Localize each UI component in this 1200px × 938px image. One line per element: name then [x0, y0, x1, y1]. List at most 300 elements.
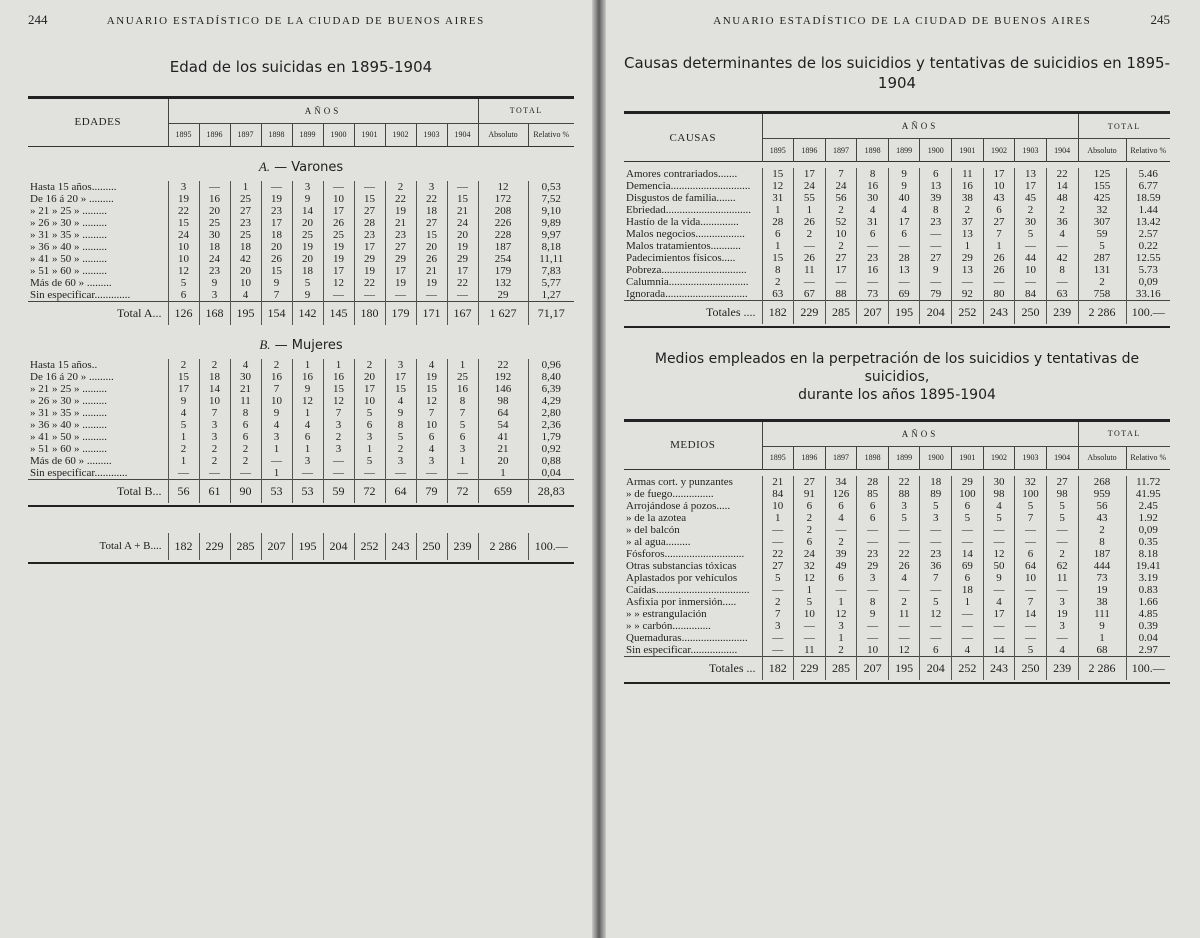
cell-value: 0.04	[1126, 632, 1170, 644]
grand-total-value: 204	[323, 533, 354, 560]
row-label: » de fuego...............	[626, 487, 714, 500]
cell-value: 25	[447, 371, 478, 383]
cell-value: 16	[261, 371, 292, 383]
cell-value: 23	[261, 205, 292, 217]
cell-value: 1	[794, 204, 826, 216]
cell-value: 10	[168, 241, 199, 253]
year-header: 1897	[825, 139, 857, 162]
cell-value: 23	[385, 229, 416, 241]
cell-value: 3	[385, 359, 416, 371]
cell-value: 4	[416, 359, 447, 371]
cell-value: 182	[762, 301, 794, 325]
cell-value: 4	[983, 500, 1015, 512]
absoluto-header: Absoluto	[1078, 446, 1126, 469]
cell-value: 5	[1015, 228, 1047, 240]
cell-value: 49	[825, 560, 857, 572]
cell-value: 22	[478, 359, 528, 371]
cell-value: 17	[354, 241, 385, 253]
causas-total-header: TOTAL	[1078, 114, 1170, 139]
cell-value: 22	[416, 193, 447, 205]
cell-value: 39	[920, 192, 952, 204]
cell-value: 168	[199, 301, 230, 325]
cell-value: 4	[416, 443, 447, 455]
cell-value: 21	[762, 476, 794, 488]
cell-value: 6	[168, 289, 199, 302]
page-number: 244	[28, 12, 48, 27]
grand-total-value: 182	[168, 533, 199, 560]
cell-value: 6	[920, 644, 952, 657]
cell-value: 0,53	[528, 181, 574, 193]
cell-value: 22	[447, 277, 478, 289]
cell-value: 659	[478, 479, 528, 503]
cell-value: 1	[230, 181, 261, 193]
cell-value: 4	[825, 512, 857, 524]
cell-value: 11	[952, 168, 984, 180]
cell-value: 29	[447, 253, 478, 265]
year-header: 1899	[292, 123, 323, 146]
cell-value: 10	[825, 228, 857, 240]
running-head-right	[624, 12, 1170, 28]
cell-value: 207	[857, 301, 889, 325]
cell-value: 2	[199, 455, 230, 467]
cell-value: 41.95	[1126, 488, 1170, 500]
row-label: De 16 á 20 » .........	[30, 192, 114, 205]
cell-value: 13	[1015, 168, 1047, 180]
cell-value: 16	[323, 371, 354, 383]
cell-value: 8	[920, 204, 952, 216]
cell-value: 2,36	[528, 419, 574, 431]
cell-value: 5.73	[1126, 264, 1170, 276]
cell-value: 31	[762, 192, 794, 204]
cell-value: 2	[825, 536, 857, 548]
cell-value: 18	[952, 584, 984, 596]
year-header: 1898	[857, 139, 889, 162]
cell-value: 12	[920, 608, 952, 620]
cell-value: 61	[199, 479, 230, 503]
cell-value: 111	[1078, 608, 1126, 620]
causas-anos-header: AÑOS	[762, 114, 1078, 139]
table-row	[624, 488, 1170, 500]
cell-value: 3	[323, 443, 354, 455]
cell-value: 54	[478, 419, 528, 431]
cell-value: 24	[794, 180, 826, 192]
cell-value: 29	[478, 289, 528, 302]
cell-value: 2	[261, 359, 292, 371]
grand-total-value: 100.—	[528, 533, 574, 560]
cell-value: —	[857, 536, 889, 548]
section-word: — Mujeres	[274, 337, 343, 353]
cell-value: 17	[983, 608, 1015, 620]
cell-value: 5	[168, 277, 199, 289]
cell-value: 21	[230, 383, 261, 395]
cell-value: 29	[354, 253, 385, 265]
cell-value: 187	[478, 241, 528, 253]
cell-value: —	[825, 276, 857, 288]
cell-value: 243	[983, 656, 1015, 680]
table-title-means	[624, 350, 1170, 405]
cell-value: 195	[230, 301, 261, 325]
cell-value: 25	[199, 217, 230, 229]
cell-value: 155	[1078, 180, 1126, 192]
cell-value: —	[983, 276, 1015, 288]
cell-value: 56	[168, 479, 199, 503]
cell-value: 4	[952, 644, 984, 657]
year-header: 1900	[920, 446, 952, 469]
cell-value: 9	[292, 289, 323, 302]
cell-value: 2	[1078, 524, 1126, 536]
relativo-header: Relativo %	[1126, 139, 1170, 162]
cell-value: 27	[230, 205, 261, 217]
cell-value: 8.18	[1126, 548, 1170, 560]
row-label: Asfixia por inmersión.....	[626, 595, 737, 608]
cell-value: 36	[920, 560, 952, 572]
table-row	[28, 289, 574, 302]
table-row	[28, 253, 574, 265]
cell-value: 7	[1015, 512, 1047, 524]
cell-value: 18	[230, 241, 261, 253]
row-label: Total A...	[28, 301, 168, 325]
cell-value: 226	[478, 217, 528, 229]
cell-value: 4	[888, 572, 920, 584]
cell-value: 73	[857, 288, 889, 301]
relativo-header: Relativo %	[528, 123, 574, 146]
cell-value: 72	[447, 479, 478, 503]
row-label: Caídas..................................	[626, 583, 750, 596]
table-row	[624, 264, 1170, 276]
table-row	[28, 443, 574, 455]
cell-value: 11	[794, 264, 826, 276]
cell-value: 100	[1015, 488, 1047, 500]
cell-value: 3	[920, 512, 952, 524]
cell-value: 11	[794, 644, 826, 657]
cell-value: 145	[323, 301, 354, 325]
table-row	[28, 371, 574, 383]
left-page	[0, 0, 592, 938]
cell-value: 26	[983, 264, 1015, 276]
grand-total-value: 252	[354, 533, 385, 560]
cell-value: —	[952, 632, 984, 644]
cell-value: 22	[168, 205, 199, 217]
cell-value: 7,83	[528, 265, 574, 277]
cell-value: 19.41	[1126, 560, 1170, 572]
ages-table-body	[28, 146, 574, 503]
cell-value: —	[952, 620, 984, 632]
cell-value: 19	[385, 205, 416, 217]
cell-value: 6.77	[1126, 180, 1170, 192]
medios-anos-header: AÑOS	[762, 422, 1078, 447]
cell-value: 17	[888, 216, 920, 228]
cell-value: 17	[825, 264, 857, 276]
row-label: Quemaduras........................	[626, 631, 748, 644]
cell-value: 3	[168, 181, 199, 193]
cell-value: 22	[762, 548, 794, 560]
cell-value: 15	[416, 383, 447, 395]
cell-value: 11	[1046, 572, 1078, 584]
cell-value: 14	[952, 548, 984, 560]
cell-value: 30	[1015, 216, 1047, 228]
cell-value: 19	[447, 241, 478, 253]
cell-value: 204	[920, 301, 952, 325]
table-row	[28, 181, 574, 193]
cell-value: 13.42	[1126, 216, 1170, 228]
year-header: 1897	[825, 446, 857, 469]
cell-value: —	[762, 584, 794, 596]
cell-value: 0.35	[1126, 536, 1170, 548]
cell-value: 9,97	[528, 229, 574, 241]
cell-value: 425	[1078, 192, 1126, 204]
table-row	[28, 395, 574, 407]
cell-value: 14	[983, 644, 1015, 657]
cell-value: 27	[825, 252, 857, 264]
cell-value: —	[920, 632, 952, 644]
running-title: ANUARIO ESTADÍSTICO DE LA CIUDAD DE BUENOS AIRES	[106, 15, 485, 27]
cell-value: 16	[447, 383, 478, 395]
cell-value: 32	[794, 560, 826, 572]
cell-value: 19	[416, 371, 447, 383]
cell-value: 17	[447, 265, 478, 277]
cell-value: 3	[199, 431, 230, 443]
cell-value: 12	[323, 277, 354, 289]
row-label: De 16 á 20 » .........	[30, 370, 114, 383]
cell-value: 8	[857, 596, 889, 608]
row-label: Hasta 15 años.........	[30, 180, 117, 193]
cell-value: 9	[888, 168, 920, 180]
cell-value: 2	[385, 443, 416, 455]
grand-total-value: 239	[447, 533, 478, 560]
cell-value: 12.55	[1126, 252, 1170, 264]
cell-value: 17	[168, 383, 199, 395]
cell-value: 73	[1078, 572, 1126, 584]
cell-value: 5	[168, 419, 199, 431]
cell-value: 27	[762, 560, 794, 572]
cell-value: 9	[292, 383, 323, 395]
cell-value: —	[416, 289, 447, 302]
cell-value: 45	[1015, 192, 1047, 204]
cell-value: 17	[385, 265, 416, 277]
cell-value: 250	[1015, 656, 1047, 680]
cell-value: 229	[794, 656, 826, 680]
table-row	[624, 276, 1170, 288]
cell-value: 11.72	[1126, 476, 1170, 488]
cell-value: 229	[794, 301, 826, 325]
anos-header: AÑOS	[168, 99, 478, 124]
cell-value: 4,29	[528, 395, 574, 407]
cell-value: 10	[1015, 264, 1047, 276]
cell-value: 64	[478, 407, 528, 419]
year-header: 1902	[983, 446, 1015, 469]
year-header: 1896	[794, 139, 826, 162]
cell-value: 16	[952, 180, 984, 192]
cell-value: 1	[447, 455, 478, 467]
cell-value: 204	[920, 656, 952, 680]
cell-value: 23	[920, 548, 952, 560]
cell-value: 132	[478, 277, 528, 289]
row-label: Hasta 15 años..	[30, 358, 98, 371]
cell-value: 5	[920, 500, 952, 512]
cell-value: 8	[1078, 536, 1126, 548]
table-row	[28, 265, 574, 277]
year-header: 1899	[888, 139, 920, 162]
cell-value: 10	[354, 395, 385, 407]
grand-total-label: Total A + B....	[99, 540, 162, 552]
cell-value: 16	[292, 371, 323, 383]
cell-value: 21	[385, 217, 416, 229]
year-header: 1903	[1015, 139, 1047, 162]
cell-value: 6	[230, 419, 261, 431]
cell-value: 2	[230, 455, 261, 467]
cell-value: 2	[323, 431, 354, 443]
table-bottom-rule-2	[28, 562, 574, 564]
cell-value: 5	[292, 277, 323, 289]
cell-value: —	[952, 524, 984, 536]
cell-value: 27	[983, 216, 1015, 228]
row-label: Calumnia.............................	[626, 276, 749, 288]
cell-value: 287	[1078, 252, 1126, 264]
cell-value: 25	[292, 229, 323, 241]
cell-value: 5	[794, 596, 826, 608]
cell-value: 2.57	[1126, 228, 1170, 240]
cell-value: 72	[354, 479, 385, 503]
cell-value: 100.—	[1126, 656, 1170, 680]
causes-bottom-rule	[624, 326, 1170, 328]
cell-value: 1,79	[528, 431, 574, 443]
table-row	[624, 240, 1170, 252]
row-label: » » estrangulación	[626, 607, 707, 620]
cell-value: —	[888, 240, 920, 252]
table-row	[624, 288, 1170, 301]
table-row	[624, 632, 1170, 644]
cell-value: 50	[983, 560, 1015, 572]
total-row	[28, 301, 574, 325]
cell-value: 16	[857, 264, 889, 276]
cell-value: 131	[1078, 264, 1126, 276]
cell-value: 179	[478, 265, 528, 277]
cell-value: 3	[888, 500, 920, 512]
row-label: » » carbón..............	[626, 619, 711, 632]
year-header: 1896	[199, 123, 230, 146]
table-row	[624, 252, 1170, 264]
cell-value: 6	[857, 228, 889, 240]
cell-value: 12	[794, 572, 826, 584]
cell-value: 13	[888, 264, 920, 276]
cell-value: 2	[168, 359, 199, 371]
table-bottom-rule	[28, 505, 574, 507]
cell-value: 42	[1046, 252, 1078, 264]
grand-total-value: 243	[385, 533, 416, 560]
running-title-right: ANUARIO ESTADÍSTICO DE LA CIUDAD DE BUENOS AIRES	[713, 15, 1092, 27]
cell-value: 26	[323, 217, 354, 229]
table-row	[28, 431, 574, 443]
section-heading	[28, 325, 574, 359]
cell-value: 25	[230, 193, 261, 205]
cell-value: 2,80	[528, 407, 574, 419]
cell-value: —	[920, 584, 952, 596]
cell-value: 56	[1078, 500, 1126, 512]
cell-value: 2 286	[1078, 656, 1126, 680]
cell-value: 5	[354, 455, 385, 467]
book-gutter	[592, 0, 606, 938]
cell-value: 0,88	[528, 455, 574, 467]
cell-value: 12	[292, 395, 323, 407]
cell-value: —	[199, 181, 230, 193]
cell-value: 7	[323, 407, 354, 419]
table-row	[624, 180, 1170, 192]
cell-value: 88	[888, 488, 920, 500]
cell-value: 146	[478, 383, 528, 395]
cell-value: 9	[1078, 620, 1126, 632]
ages-table	[28, 99, 574, 503]
cell-value: 79	[920, 288, 952, 301]
cell-value: 2.45	[1126, 500, 1170, 512]
cell-value: 18.59	[1126, 192, 1170, 204]
cell-value: 17	[794, 168, 826, 180]
cell-value: 23	[230, 217, 261, 229]
cell-value: 19	[416, 277, 447, 289]
cell-value: 26	[794, 252, 826, 264]
cell-value: 17	[323, 205, 354, 217]
year-header: 1898	[857, 446, 889, 469]
cell-value: 250	[1015, 301, 1047, 325]
cell-value: 187	[1078, 548, 1126, 560]
cell-value: 26	[888, 560, 920, 572]
year-header: 1897	[230, 123, 261, 146]
cell-value: 27	[354, 205, 385, 217]
cell-value: —	[354, 181, 385, 193]
cell-value: —	[385, 289, 416, 302]
cell-value: 1	[762, 512, 794, 524]
cell-value: —	[920, 240, 952, 252]
cell-value: 80	[983, 288, 1015, 301]
cell-value: 19	[385, 277, 416, 289]
cell-value: 15	[323, 383, 354, 395]
cell-value: 63	[762, 288, 794, 301]
cell-value: —	[230, 467, 261, 480]
cell-value: 0,09	[1126, 276, 1170, 288]
cell-value: 7	[261, 289, 292, 302]
cell-value: —	[857, 584, 889, 596]
row-label: » 26 » 30 » .........	[30, 394, 107, 407]
cell-value: 26	[794, 216, 826, 228]
row-label: Otras substancias tóxicas	[626, 559, 737, 572]
cell-value: 10	[199, 395, 230, 407]
table-row	[28, 193, 574, 205]
cell-value: 7	[983, 228, 1015, 240]
cell-value: 20	[416, 241, 447, 253]
cell-value: 63	[1046, 288, 1078, 301]
row-label: Arrojándose á pozos.....	[626, 499, 731, 512]
cell-value: 3	[416, 181, 447, 193]
cell-value: 24	[825, 180, 857, 192]
cell-value: 1.44	[1126, 204, 1170, 216]
grand-total-value: 285	[230, 533, 261, 560]
year-header: 1902	[983, 139, 1015, 162]
table-row	[28, 217, 574, 229]
cell-value: 195	[888, 301, 920, 325]
cell-value: 91	[794, 488, 826, 500]
cell-value: —	[762, 632, 794, 644]
page-number-right: 245	[1150, 12, 1170, 27]
year-header: 1901	[952, 446, 984, 469]
cell-value: 8	[385, 419, 416, 431]
table-row	[28, 407, 574, 419]
cell-value: 6	[857, 512, 889, 524]
cell-value: —	[920, 276, 952, 288]
cell-value: 28	[354, 217, 385, 229]
cell-value: 43	[1078, 512, 1126, 524]
year-header: 1901	[354, 123, 385, 146]
grand-total-value: 250	[416, 533, 447, 560]
cell-value: 172	[478, 193, 528, 205]
